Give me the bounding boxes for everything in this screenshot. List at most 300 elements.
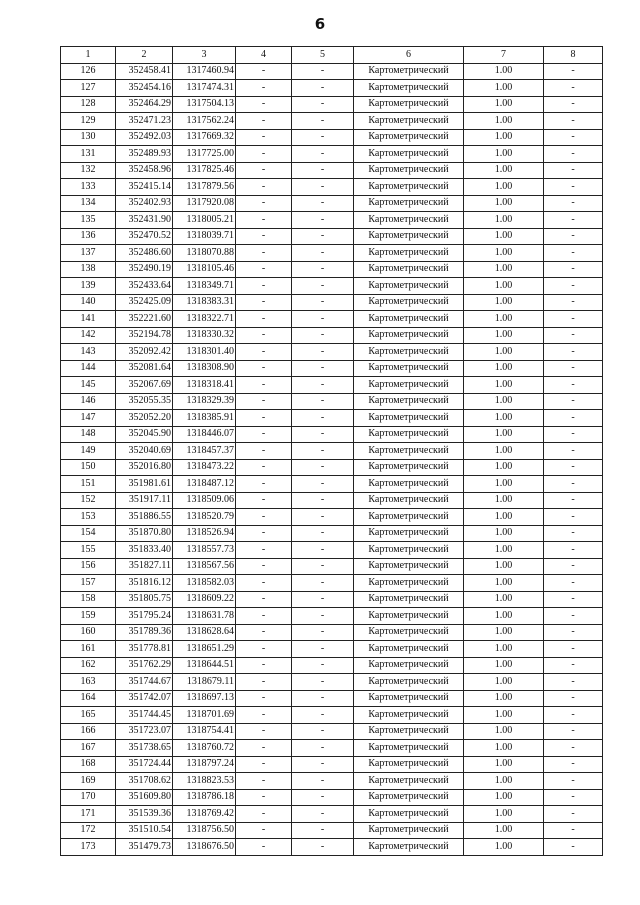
method-cell: Картометрический [354, 723, 464, 740]
table-row [61, 756, 603, 773]
method-cell: Картометрический [354, 591, 464, 608]
x-coordinate-cell: 351762.29 [116, 657, 173, 674]
y-coordinate-cell: 1318318.41 [173, 377, 236, 394]
col4-cell: - [236, 162, 292, 179]
col4-cell: - [236, 96, 292, 113]
method-cell: Картометрический [354, 789, 464, 806]
x-coordinate-cell: 351510.54 [116, 822, 173, 839]
x-coordinate-cell: 351609.80 [116, 789, 173, 806]
col4-cell: - [236, 228, 292, 245]
col5-cell: - [292, 195, 354, 212]
col4-cell: - [236, 674, 292, 691]
point-number-cell: 169 [61, 773, 116, 790]
col5-cell: - [292, 96, 354, 113]
accuracy-cell: 1.00 [464, 278, 544, 295]
col4-cell: - [236, 80, 292, 97]
col5-cell: - [292, 575, 354, 592]
column-header: 2 [116, 47, 173, 64]
accuracy-cell: 1.00 [464, 542, 544, 559]
accuracy-cell: 1.00 [464, 212, 544, 229]
point-number-cell: 127 [61, 80, 116, 97]
col5-cell: - [292, 410, 354, 427]
accuracy-cell: 1.00 [464, 344, 544, 361]
table-row [61, 624, 603, 641]
col8-cell: - [544, 740, 603, 757]
point-number-cell: 162 [61, 657, 116, 674]
y-coordinate-cell: 1318628.64 [173, 624, 236, 641]
col4-cell: - [236, 558, 292, 575]
point-number-cell: 164 [61, 690, 116, 707]
table-row [61, 327, 603, 344]
x-coordinate-cell: 352016.80 [116, 459, 173, 476]
table-row [61, 476, 603, 493]
y-coordinate-cell: 1318557.73 [173, 542, 236, 559]
point-number-cell: 134 [61, 195, 116, 212]
y-coordinate-cell: 1317920.08 [173, 195, 236, 212]
x-coordinate-cell: 351738.65 [116, 740, 173, 757]
y-coordinate-cell: 1318769.42 [173, 806, 236, 823]
method-cell: Картометрический [354, 657, 464, 674]
col4-cell: - [236, 542, 292, 559]
col4-cell: - [236, 443, 292, 460]
point-number-cell: 140 [61, 294, 116, 311]
y-coordinate-cell: 1318005.21 [173, 212, 236, 229]
col8-cell: - [544, 294, 603, 311]
method-cell: Картометрический [354, 542, 464, 559]
method-cell: Картометрический [354, 740, 464, 757]
point-number-cell: 154 [61, 525, 116, 542]
col4-cell: - [236, 245, 292, 262]
col4-cell: - [236, 641, 292, 658]
col8-cell: - [544, 822, 603, 839]
method-cell: Картометрический [354, 641, 464, 658]
col5-cell: - [292, 377, 354, 394]
method-cell: Картометрический [354, 294, 464, 311]
point-number-cell: 132 [61, 162, 116, 179]
accuracy-cell: 1.00 [464, 608, 544, 625]
y-coordinate-cell: 1318797.24 [173, 756, 236, 773]
col5-cell: - [292, 558, 354, 575]
method-cell: Картометрический [354, 96, 464, 113]
col5-cell: - [292, 525, 354, 542]
point-number-cell: 168 [61, 756, 116, 773]
table-row [61, 443, 603, 460]
accuracy-cell: 1.00 [464, 509, 544, 526]
y-coordinate-cell: 1318567.56 [173, 558, 236, 575]
x-coordinate-cell: 351723.07 [116, 723, 173, 740]
accuracy-cell: 1.00 [464, 195, 544, 212]
table-row [61, 195, 603, 212]
column-header: 3 [173, 47, 236, 64]
col8-cell: - [544, 641, 603, 658]
col4-cell: - [236, 756, 292, 773]
accuracy-cell: 1.00 [464, 162, 544, 179]
col4-cell: - [236, 591, 292, 608]
point-number-cell: 143 [61, 344, 116, 361]
col4-cell: - [236, 327, 292, 344]
y-coordinate-cell: 1318697.13 [173, 690, 236, 707]
method-cell: Картометрический [354, 525, 464, 542]
table-row [61, 509, 603, 526]
x-coordinate-cell: 352415.14 [116, 179, 173, 196]
accuracy-cell: 1.00 [464, 410, 544, 427]
method-cell: Картометрический [354, 360, 464, 377]
col4-cell: - [236, 179, 292, 196]
y-coordinate-cell: 1318329.39 [173, 393, 236, 410]
point-number-cell: 145 [61, 377, 116, 394]
point-number-cell: 167 [61, 740, 116, 757]
x-coordinate-cell: 351539.36 [116, 806, 173, 823]
col5-cell: - [292, 624, 354, 641]
y-coordinate-cell: 1318473.22 [173, 459, 236, 476]
method-cell: Картометрический [354, 245, 464, 262]
point-number-cell: 163 [61, 674, 116, 691]
y-coordinate-cell: 1318105.46 [173, 261, 236, 278]
table-row [61, 294, 603, 311]
x-coordinate-cell: 352458.96 [116, 162, 173, 179]
col8-cell: - [544, 525, 603, 542]
y-coordinate-cell: 1318322.71 [173, 311, 236, 328]
accuracy-cell: 1.00 [464, 96, 544, 113]
y-coordinate-cell: 1318609.22 [173, 591, 236, 608]
x-coordinate-cell: 352464.29 [116, 96, 173, 113]
col4-cell: - [236, 476, 292, 493]
col8-cell: - [544, 261, 603, 278]
accuracy-cell: 1.00 [464, 690, 544, 707]
method-cell: Картометрический [354, 426, 464, 443]
column-header: 1 [61, 47, 116, 64]
accuracy-cell: 1.00 [464, 393, 544, 410]
table-row [61, 80, 603, 97]
table-row [61, 377, 603, 394]
accuracy-cell: 1.00 [464, 311, 544, 328]
y-coordinate-cell: 1318330.32 [173, 327, 236, 344]
col8-cell: - [544, 179, 603, 196]
x-coordinate-cell: 352052.20 [116, 410, 173, 427]
x-coordinate-cell: 352221.60 [116, 311, 173, 328]
table-row [61, 789, 603, 806]
col8-cell: - [544, 459, 603, 476]
table-row [61, 96, 603, 113]
table-row [61, 591, 603, 608]
method-cell: Картометрический [354, 492, 464, 509]
point-number-cell: 152 [61, 492, 116, 509]
col8-cell: - [544, 723, 603, 740]
x-coordinate-cell: 352458.41 [116, 63, 173, 80]
col4-cell: - [236, 806, 292, 823]
table-row [61, 839, 603, 856]
col5-cell: - [292, 360, 354, 377]
method-cell: Картометрический [354, 822, 464, 839]
accuracy-cell: 1.00 [464, 360, 544, 377]
x-coordinate-cell: 351981.61 [116, 476, 173, 493]
table-row [61, 162, 603, 179]
y-coordinate-cell: 1317669.32 [173, 129, 236, 146]
col4-cell: - [236, 624, 292, 641]
y-coordinate-cell: 1318786.18 [173, 789, 236, 806]
method-cell: Картометрический [354, 327, 464, 344]
point-number-cell: 149 [61, 443, 116, 460]
point-number-cell: 160 [61, 624, 116, 641]
col8-cell: - [544, 492, 603, 509]
col5-cell: - [292, 327, 354, 344]
table-row [61, 360, 603, 377]
col4-cell: - [236, 278, 292, 295]
y-coordinate-cell: 1318756.50 [173, 822, 236, 839]
table-row [61, 492, 603, 509]
x-coordinate-cell: 351744.67 [116, 674, 173, 691]
method-cell: Картометрический [354, 344, 464, 361]
y-coordinate-cell: 1318308.90 [173, 360, 236, 377]
x-coordinate-cell: 352425.09 [116, 294, 173, 311]
method-cell: Картометрический [354, 839, 464, 856]
point-number-cell: 141 [61, 311, 116, 328]
y-coordinate-cell: 1318754.41 [173, 723, 236, 740]
y-coordinate-cell: 1318385.91 [173, 410, 236, 427]
x-coordinate-cell: 351805.75 [116, 591, 173, 608]
col8-cell: - [544, 806, 603, 823]
col5-cell: - [292, 591, 354, 608]
accuracy-cell: 1.00 [464, 245, 544, 262]
point-number-cell: 156 [61, 558, 116, 575]
table-row [61, 707, 603, 724]
accuracy-cell: 1.00 [464, 822, 544, 839]
y-coordinate-cell: 1318760.72 [173, 740, 236, 757]
accuracy-cell: 1.00 [464, 179, 544, 196]
method-cell: Картометрический [354, 113, 464, 130]
y-coordinate-cell: 1317460.94 [173, 63, 236, 80]
y-coordinate-cell: 1317825.46 [173, 162, 236, 179]
accuracy-cell: 1.00 [464, 426, 544, 443]
col4-cell: - [236, 63, 292, 80]
col8-cell: - [544, 162, 603, 179]
col4-cell: - [236, 393, 292, 410]
method-cell: Картометрический [354, 195, 464, 212]
y-coordinate-cell: 1318526.94 [173, 525, 236, 542]
col5-cell: - [292, 393, 354, 410]
col8-cell: - [544, 674, 603, 691]
y-coordinate-cell: 1318039.71 [173, 228, 236, 245]
x-coordinate-cell: 351724.44 [116, 756, 173, 773]
col5-cell: - [292, 245, 354, 262]
table-row [61, 344, 603, 361]
table-row [61, 558, 603, 575]
col5-cell: - [292, 311, 354, 328]
col8-cell: - [544, 195, 603, 212]
col8-cell: - [544, 542, 603, 559]
accuracy-cell: 1.00 [464, 789, 544, 806]
x-coordinate-cell: 352486.60 [116, 245, 173, 262]
column-header: 6 [354, 47, 464, 64]
col8-cell: - [544, 63, 603, 80]
accuracy-cell: 1.00 [464, 707, 544, 724]
page-number: 6 [314, 15, 326, 33]
table-row [61, 641, 603, 658]
x-coordinate-cell: 352092.42 [116, 344, 173, 361]
y-coordinate-cell: 1318509.06 [173, 492, 236, 509]
col5-cell: - [292, 789, 354, 806]
method-cell: Картометрический [354, 146, 464, 163]
col4-cell: - [236, 723, 292, 740]
table-row [61, 179, 603, 196]
col5-cell: - [292, 509, 354, 526]
col8-cell: - [544, 509, 603, 526]
col4-cell: - [236, 129, 292, 146]
table-row [61, 740, 603, 757]
point-number-cell: 161 [61, 641, 116, 658]
col5-cell: - [292, 723, 354, 740]
col4-cell: - [236, 740, 292, 757]
col5-cell: - [292, 657, 354, 674]
y-coordinate-cell: 1318383.31 [173, 294, 236, 311]
col4-cell: - [236, 690, 292, 707]
col5-cell: - [292, 278, 354, 295]
accuracy-cell: 1.00 [464, 641, 544, 658]
point-number-cell: 142 [61, 327, 116, 344]
table-row [61, 690, 603, 707]
y-coordinate-cell: 1317504.13 [173, 96, 236, 113]
col4-cell: - [236, 113, 292, 130]
table-row [61, 393, 603, 410]
col8-cell: - [544, 146, 603, 163]
point-number-cell: 157 [61, 575, 116, 592]
col5-cell: - [292, 426, 354, 443]
point-number-cell: 151 [61, 476, 116, 493]
table-row [61, 575, 603, 592]
column-header: 8 [544, 47, 603, 64]
col4-cell: - [236, 377, 292, 394]
col4-cell: - [236, 261, 292, 278]
method-cell: Картометрический [354, 575, 464, 592]
x-coordinate-cell: 352194.78 [116, 327, 173, 344]
col5-cell: - [292, 162, 354, 179]
col4-cell: - [236, 294, 292, 311]
x-coordinate-cell: 351816.12 [116, 575, 173, 592]
table-row [61, 657, 603, 674]
accuracy-cell: 1.00 [464, 80, 544, 97]
x-coordinate-cell: 351827.11 [116, 558, 173, 575]
col5-cell: - [292, 344, 354, 361]
col8-cell: - [544, 228, 603, 245]
x-coordinate-cell: 351708.62 [116, 773, 173, 790]
col8-cell: - [544, 426, 603, 443]
col8-cell: - [544, 113, 603, 130]
col4-cell: - [236, 657, 292, 674]
col5-cell: - [292, 674, 354, 691]
column-header: 7 [464, 47, 544, 64]
y-coordinate-cell: 1317725.00 [173, 146, 236, 163]
point-number-cell: 158 [61, 591, 116, 608]
accuracy-cell: 1.00 [464, 377, 544, 394]
y-coordinate-cell: 1318582.03 [173, 575, 236, 592]
y-coordinate-cell: 1318487.12 [173, 476, 236, 493]
accuracy-cell: 1.00 [464, 261, 544, 278]
point-number-cell: 129 [61, 113, 116, 130]
col4-cell: - [236, 773, 292, 790]
accuracy-cell: 1.00 [464, 839, 544, 856]
x-coordinate-cell: 351870.80 [116, 525, 173, 542]
point-number-cell: 171 [61, 806, 116, 823]
col5-cell: - [292, 228, 354, 245]
col8-cell: - [544, 657, 603, 674]
col8-cell: - [544, 608, 603, 625]
point-number-cell: 148 [61, 426, 116, 443]
accuracy-cell: 1.00 [464, 657, 544, 674]
col5-cell: - [292, 294, 354, 311]
accuracy-cell: 1.00 [464, 443, 544, 460]
y-coordinate-cell: 1317562.24 [173, 113, 236, 130]
method-cell: Картометрический [354, 63, 464, 80]
col5-cell: - [292, 690, 354, 707]
table-row [61, 459, 603, 476]
col8-cell: - [544, 96, 603, 113]
x-coordinate-cell: 352081.64 [116, 360, 173, 377]
table-body [61, 63, 603, 855]
point-number-cell: 133 [61, 179, 116, 196]
col8-cell: - [544, 245, 603, 262]
col5-cell: - [292, 113, 354, 130]
col5-cell: - [292, 756, 354, 773]
col4-cell: - [236, 822, 292, 839]
table-row [61, 674, 603, 691]
point-number-cell: 165 [61, 707, 116, 724]
y-coordinate-cell: 1317879.56 [173, 179, 236, 196]
method-cell: Картометрический [354, 261, 464, 278]
x-coordinate-cell: 351742.07 [116, 690, 173, 707]
x-coordinate-cell: 351795.24 [116, 608, 173, 625]
accuracy-cell: 1.00 [464, 806, 544, 823]
col5-cell: - [292, 641, 354, 658]
col5-cell: - [292, 822, 354, 839]
col8-cell: - [544, 327, 603, 344]
col8-cell: - [544, 707, 603, 724]
point-number-cell: 139 [61, 278, 116, 295]
y-coordinate-cell: 1317474.31 [173, 80, 236, 97]
table-row [61, 426, 603, 443]
point-number-cell: 173 [61, 839, 116, 856]
col8-cell: - [544, 80, 603, 97]
col4-cell: - [236, 789, 292, 806]
point-number-cell: 172 [61, 822, 116, 839]
coordinates-table [60, 46, 603, 856]
method-cell: Картометрический [354, 476, 464, 493]
point-number-cell: 153 [61, 509, 116, 526]
method-cell: Картометрический [354, 228, 464, 245]
y-coordinate-cell: 1318349.71 [173, 278, 236, 295]
col5-cell: - [292, 459, 354, 476]
col8-cell: - [544, 212, 603, 229]
table-row [61, 542, 603, 559]
method-cell: Картометрический [354, 624, 464, 641]
col4-cell: - [236, 410, 292, 427]
method-cell: Картометрический [354, 674, 464, 691]
method-cell: Картометрический [354, 690, 464, 707]
x-coordinate-cell: 352055.35 [116, 393, 173, 410]
point-number-cell: 131 [61, 146, 116, 163]
y-coordinate-cell: 1318446.07 [173, 426, 236, 443]
accuracy-cell: 1.00 [464, 624, 544, 641]
accuracy-cell: 1.00 [464, 558, 544, 575]
table-row [61, 410, 603, 427]
accuracy-cell: 1.00 [464, 459, 544, 476]
col5-cell: - [292, 542, 354, 559]
col8-cell: - [544, 443, 603, 460]
col8-cell: - [544, 575, 603, 592]
col8-cell: - [544, 393, 603, 410]
x-coordinate-cell: 352040.69 [116, 443, 173, 460]
y-coordinate-cell: 1318520.79 [173, 509, 236, 526]
point-number-cell: 150 [61, 459, 116, 476]
